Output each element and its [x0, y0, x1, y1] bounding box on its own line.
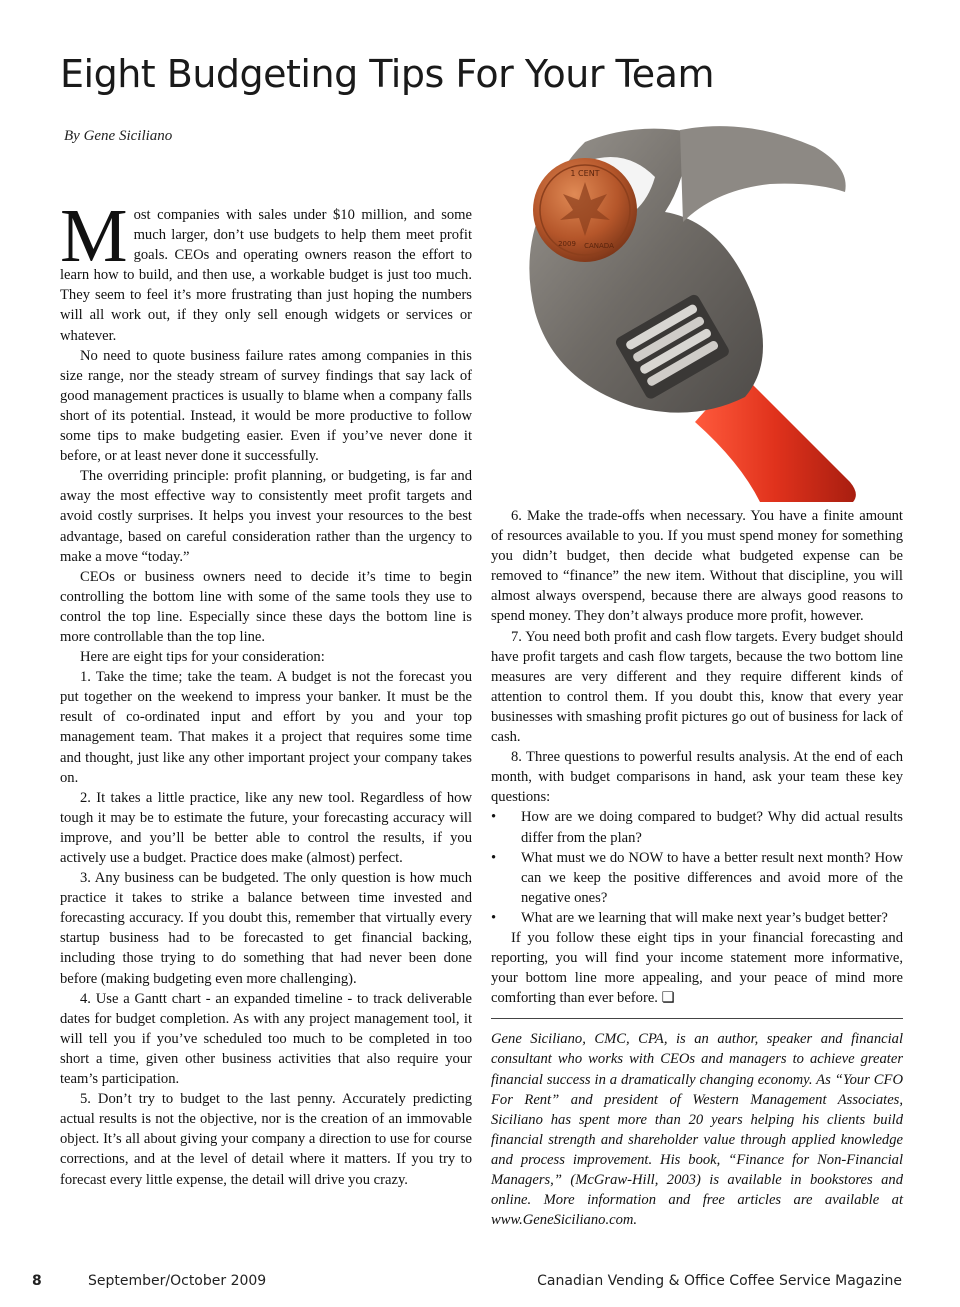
tip-paragraph-1: 1. Take the time; take the team. A budget is not the forecast you put together on the weekend to impress your banker. It must be the result of co-ordinated input and effort by you and your top management team. That makes it a project that requires some time and thought, just like any other important project your company takes on.: [60, 669, 472, 786]
tip-paragraph-2: 2. It takes a little practice, like any new tool. Regardless of how tough it may be to estimate the future, your forecasting accuracy will improve, and you’ll be better able to control the results, if you actively use a budget. Practice does make (almost) perfect.: [60, 789, 472, 866]
closing-paragraph: If you follow these eight tips in your financial forecasting and reporting, you will find your income statement more informative, your bottom line more appealing, and your peace of mind more comforting than ever before. ❏: [491, 929, 903, 1007]
wrench-penny-photo: [515, 122, 860, 502]
body-paragraph: The overriding principle: profit planning, or budgeting, is far and away the most effective way to consistently meet profit targets and avoid costly surprises. It helps you invest your resources to the best advantage, based on careful consideration rather than the urgency to make a move “today.”: [60, 468, 472, 565]
wrench-jaw: [680, 126, 846, 222]
tip-paragraph-3: 3. Any business can be budgeted. The only question is how much practice it takes to strike a balance between time invested and forecasting accuracy. If you doubt this, remember that virtually every startup business had to be forecasted to get financial backing, including those trying to do something that had never been done before (making budgeting even more challenging).: [60, 870, 472, 987]
issue-date: September/October 2009: [88, 1273, 267, 1289]
tip-paragraph-4: 4. Use a Gantt chart - an expanded timeline - to track deliverable dates for budget completion. As with any project management tool, it will tell you if you’ve scheduled too much to be completed in too short a time, given other business activities that also require your team’s participation.: [60, 990, 472, 1088]
author-bio: Gene Siciliano, CMC, CPA, is an author, speaker and financial consultant who works with CEOs and managers to achieve greater financial success in a dramatically changing economy. As “Your CFO For Rent” and president of Western Management Associates, Siciliano has spent more than 20 years helping his clients build financial strength and shareholder value through applied knowledge and process improvement. His book, “Finance for Non-Financial Managers,” (McGraw-Hill, 2003) is available in bookstores and online. More information and free articles are available at www.GeneSiciliano.com.: [491, 1031, 903, 1229]
bullet-icon: •: [491, 849, 497, 866]
coin-year: 2009: [558, 240, 576, 248]
magazine-name: Canadian Vending & Office Coffee Service Magazine: [537, 1273, 902, 1289]
right-column: [491, 506, 903, 1230]
drop-cap: M: [60, 194, 128, 278]
list-item: • How are we doing compared to budget? Why did actual results differ from the plan?: [491, 809, 903, 846]
body-paragraph: CEOs or business owners need to decide it’s time to begin controlling the bottom line with some of the same tools they use to control the top line. Especially since these days the bottom line is more controllable than the top line.: [60, 568, 472, 645]
coin-top-text: 1 CENT: [570, 169, 600, 178]
page-footer: [32, 1273, 902, 1295]
bullet-icon: •: [491, 909, 497, 926]
penny-coin: [533, 158, 637, 262]
tip-paragraph-8: 8. Three questions to powerful results analysis. At the end of each month, with budget comparisons in hand, ask your team these key questions:: [491, 749, 903, 806]
left-column: [60, 194, 472, 1190]
body-paragraph: Here are eight tips for your consideration:: [80, 649, 325, 666]
question-list: [491, 807, 903, 928]
body-paragraph: No need to quote business failure rates among companies in this size range, nor the steady stream of survey findings that say lack of good management practices is usually to blame when a company falls short of its potential. Instead, it would be more productive to follow some tips to make budgeting easier. Even if you’ve never done it before, or at least never done it successfully.: [60, 347, 472, 465]
bullet-icon: •: [491, 809, 497, 826]
coin-country: CANADA: [584, 242, 614, 250]
byline: By Gene Siciliano: [64, 128, 173, 144]
end-mark-icon: ❏: [661, 990, 675, 1007]
divider: [491, 1018, 903, 1019]
first-paragraph: [60, 194, 472, 346]
article-title: Eight Budgeting Tips For Your Team: [60, 52, 714, 96]
tip-paragraph-6: 6. Make the trade-offs when necessary. You have a finite amount of resources available to you. If you must spend money for something you didn’t budget, then decide what budgeted expense can be removed to “finance” the new item. Without that discipline, you will almost always overspend, because there are always good reasons to spend money. They don’t always produce more profit, however.: [491, 508, 903, 625]
tip-paragraph-7: 7. You need both profit and cash flow targets. Every budget should have profit targets and cash flow targets, because the two bottom line measures are very different and they require different kinds of attention to control them. If you doubt this, know that every year businesses with smashing profit pictures go out of business for lack of cash.: [491, 628, 903, 746]
list-item: • What must we do NOW to have a better result next month? How can we keep the positive differences and avoid more of the negative ones?: [491, 849, 903, 906]
tip-paragraph-5: 5. Don’t try to budget to the last penny. Accurately predicting actual results is not the objective, nor is the creation of an immovable object. It’s all about giving your company a direction to use for course corrections, and at the level of detail where it matters. If you try to forecast every little expense, the detail will drive you crazy.: [60, 1091, 472, 1188]
first-paragraph-text: ost companies with sales under $10 million, and some much larger, don’t use budgets to help them meet profit goals. CEOs and operating owners reason the effort to learn how to build, and then use, a workable budget is just too much. They seem to feel it’s more frustrating than just hoping the numbers will all work out, if they only sell enough widgets or services or whatever.: [60, 207, 472, 344]
list-item: • What are we learning that will make next year’s budget better?: [491, 908, 903, 928]
page-number: 8: [32, 1273, 42, 1289]
